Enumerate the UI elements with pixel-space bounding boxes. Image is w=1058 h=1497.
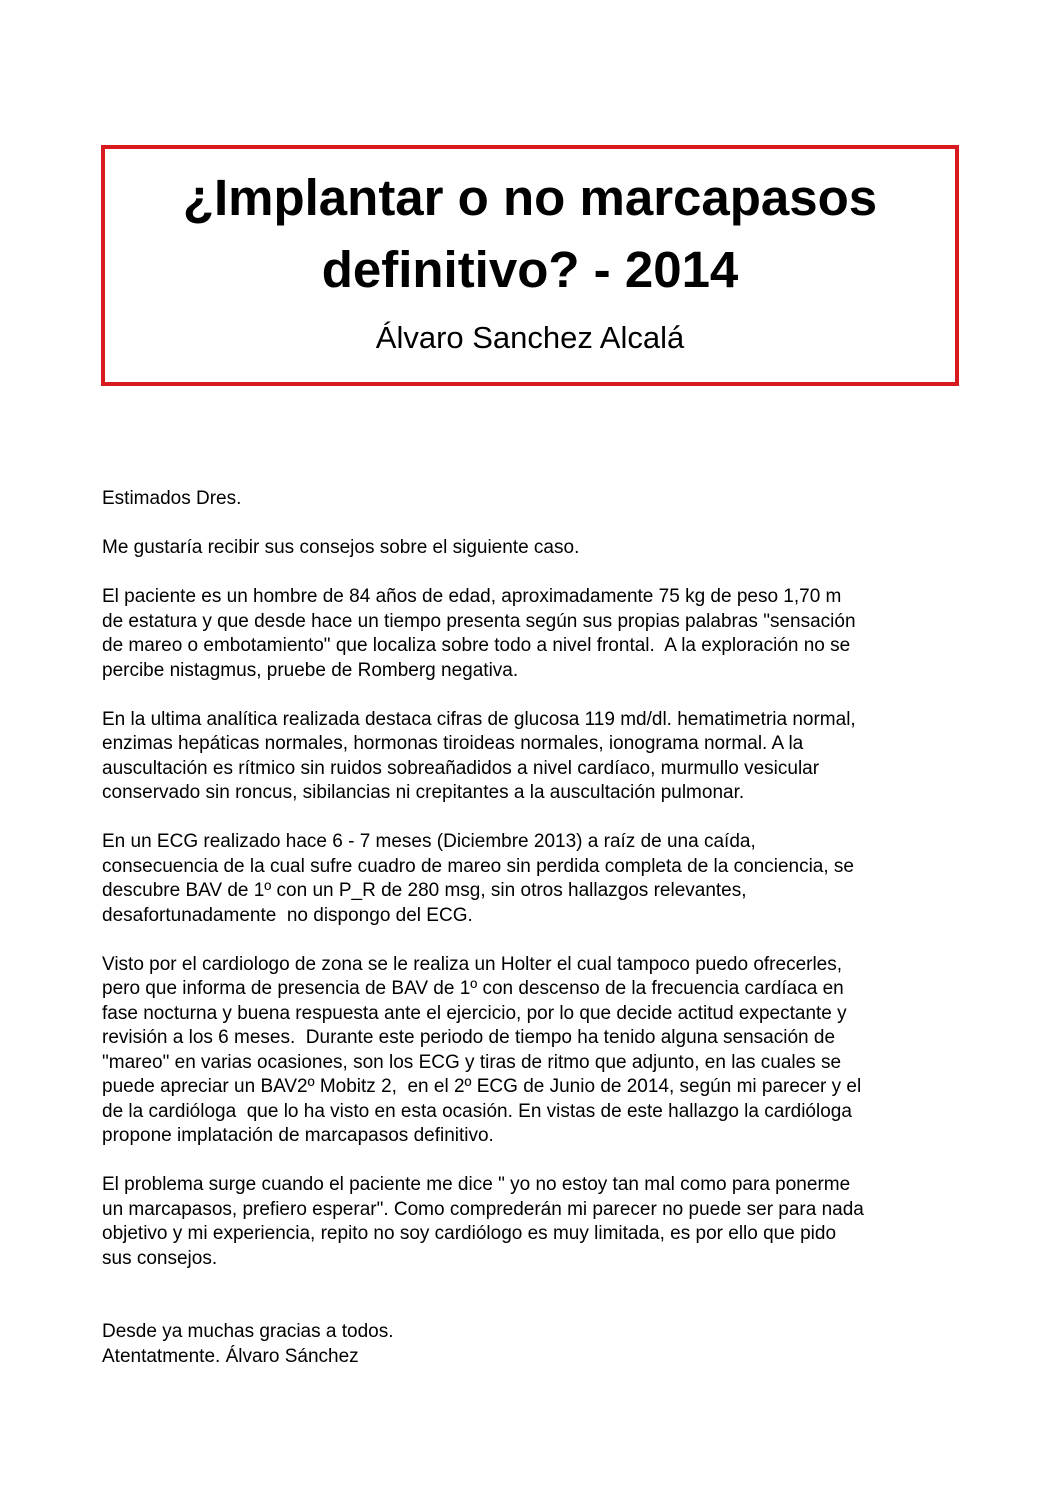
paragraph-line: En la ultima analítica realizada destaca cifras de glucosa 119 md/dl. hematimetria normal, [102,708,856,730]
paragraph-line: "mareo" en varias ocasiones, son los ECG y tiras de ritmo que adjunto, en las cuales se [102,1051,842,1073]
paragraph-line: de mareo o embotamiento" que localiza sobre todo a nivel frontal. A la exploración no se [102,635,851,656]
paragraph-line: puede apreciar un BAV2º Mobitz 2, en el 2º ECG de Junio de 2014, según mi parecer y el [102,1076,862,1097]
closing [102,1320,962,1369]
paragraph-analytics [102,708,962,806]
paragraph-line: objetivo y mi experiencia, repito no soy cardiólogo es muy limitada, es por ello que pido [102,1223,837,1244]
title-box [101,145,959,386]
paragraph-line: El paciente es un hombre de 84 años de edad, aproximadamente 75 kg de peso 1,70 m [102,586,842,607]
paragraph-line: auscultación es rítmico sin ruidos sobreañadidos a nivel cardíaco, murmullo vesicular [102,757,820,779]
paragraph-line: Visto por el cardiologo de zona se le realiza un Holter el cual tampoco puedo ofrecerles, [102,953,843,975]
signature: Atentatmente. Álvaro Sánchez [102,1345,359,1367]
paragraph-line: sus consejos. [102,1247,218,1269]
paragraph-line: enzimas hepáticas normales, hormonas tiroideas normales, ionograma normal. A la [102,733,804,754]
document-title-line-2: definitivo? - 2014 [321,241,739,298]
paragraph-problem [102,1173,962,1271]
paragraph-line: de la cardióloga que lo ha visto en esta ocasión. En vistas de este hallazgo la cardióloga [102,1100,852,1122]
paragraph-line: fase nocturna y buena respuesta ante el ejercicio, por lo que decide actitud expectante y [102,1002,847,1024]
paragraph-patient [102,585,962,683]
paragraph-line: un marcapasos, prefiero esperar". Como comprederán mi parecer no puede ser para nada [102,1198,864,1220]
paragraph-ecg [102,830,962,928]
paragraph-line: de estatura y que desde hace un tiempo presenta según sus propias palabras "sensación [102,610,856,632]
intro-paragraph: Me gustaría recibir sus consejos sobre el siguiente caso. [102,537,580,558]
greeting: Estimados Dres. [102,488,242,509]
paragraph-line: descubre BAV de 1º con un P_R de 280 msg, sin otros hallazgos relevantes, [102,880,747,901]
closing-thanks: Desde ya muchas gracias a todos. [102,1321,394,1342]
paragraph-line: consecuencia de la cual sufre cuadro de mareo sin perdida completa de la conciencia, se [102,855,855,877]
paragraph-line: desafortunadamente no dispongo del ECG. [102,904,473,926]
paragraph-line: En un ECG realizado hace 6 - 7 meses (Diciembre 2013) a raíz de una caída, [102,831,756,852]
paragraph-line: conservado sin roncus, sibilancias ni crepitantes a la auscultación pulmonar. [102,782,745,803]
paragraph-line: pero que informa de presencia de BAV de 1º con descenso de la frecuencia cardíaca en [102,978,844,999]
paragraph-holter [102,953,962,1149]
paragraph-line: revisión a los 6 meses. Durante este periodo de tiempo ha tenido alguna sensación de [102,1027,836,1048]
author-name: Álvaro Sanchez Alcalá [375,320,685,355]
document-title-line-1: ¿Implantar o no marcapasos [182,169,878,226]
paragraph-line: El problema surge cuando el paciente me dice " yo no estoy tan mal como para ponerme [102,1174,851,1195]
paragraph-line: percibe nistagmus, pruebe de Romberg negativa. [102,659,519,681]
paragraph-line: propone implatación de marcapasos definitivo. [102,1125,494,1146]
letter-body [102,487,962,1369]
